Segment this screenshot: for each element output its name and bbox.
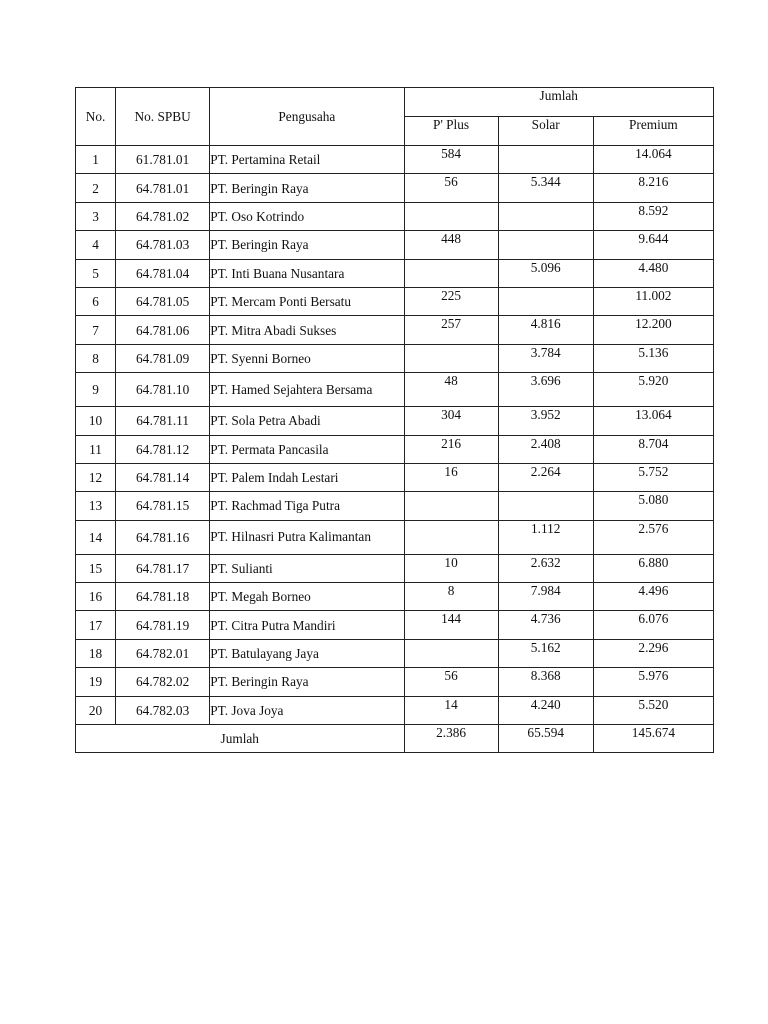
cell-no: 19 bbox=[76, 668, 116, 696]
table-row bbox=[76, 696, 714, 724]
table-row bbox=[76, 554, 714, 582]
cell-no: 18 bbox=[76, 639, 116, 667]
table-header bbox=[76, 88, 714, 146]
cell-pplus bbox=[404, 259, 498, 287]
cell-pengusaha: PT. Inti Buana Nusantara bbox=[210, 259, 404, 287]
cell-premium: 6.880 bbox=[593, 554, 713, 582]
cell-pengusaha: PT. Sulianti bbox=[210, 554, 404, 582]
cell-premium: 8.592 bbox=[593, 202, 713, 230]
cell-pengusaha: PT. Jova Joya bbox=[210, 696, 404, 724]
cell-no: 8 bbox=[76, 344, 116, 372]
table-row bbox=[76, 259, 714, 287]
cell-premium: 5.520 bbox=[593, 696, 713, 724]
cell-spbu: 64.781.09 bbox=[116, 344, 210, 372]
cell-no: 4 bbox=[76, 231, 116, 259]
cell-solar: 2.264 bbox=[498, 463, 593, 491]
cell-solar: 5.096 bbox=[498, 259, 593, 287]
table-row bbox=[76, 463, 714, 491]
cell-pengusaha: PT. Syenni Borneo bbox=[210, 344, 404, 372]
cell-no: 6 bbox=[76, 287, 116, 315]
cell-spbu: 64.782.01 bbox=[116, 639, 210, 667]
table-row bbox=[76, 668, 714, 696]
total-pplus: 2.386 bbox=[404, 725, 498, 753]
cell-pplus: 16 bbox=[404, 463, 498, 491]
cell-pengusaha: PT. Oso Kotrindo bbox=[210, 202, 404, 230]
header-spbu: No. SPBU bbox=[116, 88, 210, 146]
cell-premium: 12.200 bbox=[593, 316, 713, 344]
cell-spbu: 64.782.03 bbox=[116, 696, 210, 724]
total-solar: 65.594 bbox=[498, 725, 593, 753]
cell-spbu: 64.781.11 bbox=[116, 407, 210, 435]
cell-spbu: 64.781.14 bbox=[116, 463, 210, 491]
cell-pplus: 584 bbox=[404, 146, 498, 174]
cell-spbu: 64.781.19 bbox=[116, 611, 210, 639]
cell-pplus: 14 bbox=[404, 696, 498, 724]
header-pplus: P' Plus bbox=[404, 117, 498, 146]
cell-premium: 11.002 bbox=[593, 287, 713, 315]
cell-no: 16 bbox=[76, 583, 116, 611]
cell-premium: 13.064 bbox=[593, 407, 713, 435]
cell-pengusaha: PT. Mercam Ponti Bersatu bbox=[210, 287, 404, 315]
cell-no: 11 bbox=[76, 435, 116, 463]
cell-no: 5 bbox=[76, 259, 116, 287]
cell-solar: 4.816 bbox=[498, 316, 593, 344]
table-row bbox=[76, 407, 714, 435]
header-pengusaha: Pengusaha bbox=[210, 88, 404, 146]
table-row bbox=[76, 492, 714, 520]
cell-pplus: 48 bbox=[404, 373, 498, 407]
cell-pengusaha: PT. Hilnasri Putra Kalimantan bbox=[210, 520, 404, 554]
table-row bbox=[76, 231, 714, 259]
cell-spbu: 64.781.04 bbox=[116, 259, 210, 287]
cell-solar: 5.162 bbox=[498, 639, 593, 667]
cell-pplus: 56 bbox=[404, 174, 498, 202]
cell-solar bbox=[498, 231, 593, 259]
cell-spbu: 64.781.15 bbox=[116, 492, 210, 520]
cell-spbu: 64.781.05 bbox=[116, 287, 210, 315]
cell-pengusaha: PT. Pertamina Retail bbox=[210, 146, 404, 174]
cell-no: 14 bbox=[76, 520, 116, 554]
table-row bbox=[76, 611, 714, 639]
table-row bbox=[76, 174, 714, 202]
cell-no: 10 bbox=[76, 407, 116, 435]
cell-solar bbox=[498, 287, 593, 315]
cell-premium: 5.136 bbox=[593, 344, 713, 372]
cell-spbu: 64.781.16 bbox=[116, 520, 210, 554]
cell-pengusaha: PT. Rachmad Tiga Putra bbox=[210, 492, 404, 520]
cell-spbu: 61.781.01 bbox=[116, 146, 210, 174]
cell-solar: 4.240 bbox=[498, 696, 593, 724]
cell-solar: 3.696 bbox=[498, 373, 593, 407]
cell-solar: 3.784 bbox=[498, 344, 593, 372]
table-row bbox=[76, 435, 714, 463]
cell-no: 12 bbox=[76, 463, 116, 491]
cell-solar: 2.632 bbox=[498, 554, 593, 582]
cell-solar: 8.368 bbox=[498, 668, 593, 696]
total-label: Jumlah bbox=[76, 725, 405, 753]
cell-spbu: 64.781.01 bbox=[116, 174, 210, 202]
table-row bbox=[76, 639, 714, 667]
cell-solar: 4.736 bbox=[498, 611, 593, 639]
cell-pplus: 8 bbox=[404, 583, 498, 611]
cell-pengusaha: PT. Megah Borneo bbox=[210, 583, 404, 611]
table-row bbox=[76, 344, 714, 372]
cell-solar bbox=[498, 202, 593, 230]
cell-no: 13 bbox=[76, 492, 116, 520]
spbu-table bbox=[75, 87, 714, 753]
cell-pplus: 216 bbox=[404, 435, 498, 463]
cell-spbu: 64.781.18 bbox=[116, 583, 210, 611]
cell-pengusaha: PT. Beringin Raya bbox=[210, 174, 404, 202]
cell-solar: 3.952 bbox=[498, 407, 593, 435]
cell-pengusaha: PT. Palem Indah Lestari bbox=[210, 463, 404, 491]
table-row bbox=[76, 583, 714, 611]
table-row bbox=[76, 146, 714, 174]
cell-no: 2 bbox=[76, 174, 116, 202]
cell-solar: 1.112 bbox=[498, 520, 593, 554]
cell-solar bbox=[498, 146, 593, 174]
cell-premium: 4.496 bbox=[593, 583, 713, 611]
cell-pengusaha: PT. Beringin Raya bbox=[210, 668, 404, 696]
cell-pplus bbox=[404, 202, 498, 230]
cell-spbu: 64.781.12 bbox=[116, 435, 210, 463]
cell-no: 20 bbox=[76, 696, 116, 724]
cell-pplus bbox=[404, 344, 498, 372]
cell-premium: 6.076 bbox=[593, 611, 713, 639]
header-premium: Premium bbox=[593, 117, 713, 146]
cell-pplus bbox=[404, 639, 498, 667]
cell-solar: 2.408 bbox=[498, 435, 593, 463]
header-jumlah: Jumlah bbox=[404, 88, 714, 117]
total-premium: 145.674 bbox=[593, 725, 713, 753]
cell-no: 9 bbox=[76, 373, 116, 407]
cell-pengusaha: PT. Beringin Raya bbox=[210, 231, 404, 259]
table-body bbox=[76, 146, 714, 725]
cell-solar: 7.984 bbox=[498, 583, 593, 611]
cell-pplus: 144 bbox=[404, 611, 498, 639]
table-row bbox=[76, 373, 714, 407]
table-row bbox=[76, 316, 714, 344]
cell-premium: 2.296 bbox=[593, 639, 713, 667]
table-row bbox=[76, 287, 714, 315]
cell-pengusaha: PT. Sola Petra Abadi bbox=[210, 407, 404, 435]
header-no: No. bbox=[76, 88, 116, 146]
cell-spbu: 64.781.10 bbox=[116, 373, 210, 407]
cell-no: 7 bbox=[76, 316, 116, 344]
cell-pplus: 225 bbox=[404, 287, 498, 315]
cell-no: 17 bbox=[76, 611, 116, 639]
cell-pengusaha: PT. Batulayang Jaya bbox=[210, 639, 404, 667]
cell-pplus: 257 bbox=[404, 316, 498, 344]
cell-pengusaha: PT. Permata Pancasila bbox=[210, 435, 404, 463]
cell-premium: 5.976 bbox=[593, 668, 713, 696]
cell-pplus bbox=[404, 520, 498, 554]
cell-pengusaha: PT. Mitra Abadi Sukses bbox=[210, 316, 404, 344]
table-footer bbox=[76, 725, 714, 753]
cell-pplus: 448 bbox=[404, 231, 498, 259]
total-row bbox=[76, 725, 714, 753]
cell-pplus: 56 bbox=[404, 668, 498, 696]
cell-no: 3 bbox=[76, 202, 116, 230]
cell-solar bbox=[498, 492, 593, 520]
cell-pengusaha: PT. Citra Putra Mandiri bbox=[210, 611, 404, 639]
cell-no: 15 bbox=[76, 554, 116, 582]
cell-premium: 8.216 bbox=[593, 174, 713, 202]
cell-spbu: 64.782.02 bbox=[116, 668, 210, 696]
cell-spbu: 64.781.06 bbox=[116, 316, 210, 344]
table-row bbox=[76, 202, 714, 230]
cell-no: 1 bbox=[76, 146, 116, 174]
cell-pplus: 10 bbox=[404, 554, 498, 582]
cell-premium: 5.080 bbox=[593, 492, 713, 520]
cell-premium: 4.480 bbox=[593, 259, 713, 287]
cell-premium: 2.576 bbox=[593, 520, 713, 554]
cell-premium: 5.920 bbox=[593, 373, 713, 407]
cell-spbu: 64.781.17 bbox=[116, 554, 210, 582]
cell-spbu: 64.781.03 bbox=[116, 231, 210, 259]
cell-premium: 14.064 bbox=[593, 146, 713, 174]
header-solar: Solar bbox=[498, 117, 593, 146]
cell-premium: 9.644 bbox=[593, 231, 713, 259]
cell-premium: 5.752 bbox=[593, 463, 713, 491]
cell-solar: 5.344 bbox=[498, 174, 593, 202]
table-row bbox=[76, 520, 714, 554]
cell-premium: 8.704 bbox=[593, 435, 713, 463]
cell-spbu: 64.781.02 bbox=[116, 202, 210, 230]
cell-pplus: 304 bbox=[404, 407, 498, 435]
cell-pengusaha: PT. Hamed Sejahtera Bersama bbox=[210, 373, 404, 407]
cell-pplus bbox=[404, 492, 498, 520]
